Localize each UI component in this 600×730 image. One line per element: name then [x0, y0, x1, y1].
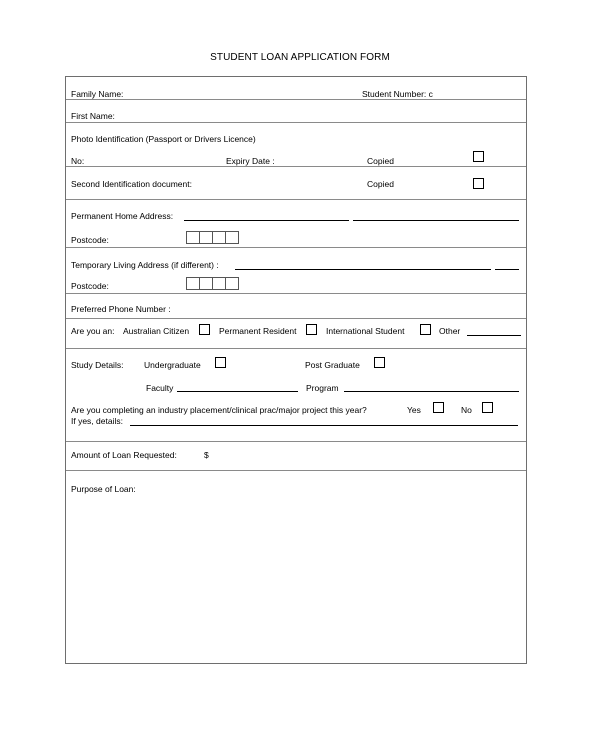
placement-details-line[interactable] [130, 425, 518, 426]
expiry-date-label: Expiry Date : [226, 156, 275, 166]
application-form [65, 76, 527, 664]
row-divider [66, 247, 526, 248]
permanent-postcode-boxes[interactable] [186, 231, 238, 244]
placement-no-label: No [461, 405, 472, 415]
row-divider [66, 199, 526, 200]
residency-label: Are you an: [71, 326, 115, 336]
row-divider [66, 122, 526, 123]
placement-question: Are you completing an industry placement/clinical prac/major project this year? [71, 405, 367, 415]
temporary-postcode-boxes[interactable] [186, 277, 238, 290]
temporary-address-line[interactable] [235, 269, 491, 270]
other-label: Other [439, 326, 461, 336]
loan-purpose-label: Purpose of Loan: [71, 484, 136, 494]
undergraduate-label: Undergraduate [144, 360, 201, 370]
temporary-address-label: Temporary Living Address (if different) : [71, 260, 219, 270]
placement-no-checkbox[interactable] [482, 402, 493, 413]
row-divider [66, 293, 526, 294]
row-divider [66, 318, 526, 319]
program-line[interactable] [344, 391, 519, 392]
undergraduate-checkbox[interactable] [215, 357, 226, 368]
permanent-resident-label: Permanent Resident [219, 326, 297, 336]
row-divider [66, 99, 526, 100]
first-name-label: First Name: [71, 111, 115, 121]
post-graduate-checkbox[interactable] [374, 357, 385, 368]
form-title: STUDENT LOAN APPLICATION FORM [210, 52, 390, 63]
phone-label: Preferred Phone Number : [71, 304, 171, 314]
australian-citizen-label: Australian Citizen [123, 326, 190, 336]
row-divider [66, 470, 526, 471]
postcode-label: Postcode: [71, 281, 109, 291]
placement-yes-checkbox[interactable] [433, 402, 444, 413]
permanent-address-label: Permanent Home Address: [71, 211, 174, 221]
placement-yes-label: Yes [407, 405, 421, 415]
placement-details-label: If yes, details: [71, 416, 123, 426]
other-line[interactable] [467, 335, 521, 336]
loan-amount-label: Amount of Loan Requested: [71, 450, 177, 460]
copied-label: Copied [367, 156, 394, 166]
post-graduate-label: Post Graduate [305, 360, 360, 370]
family-name-label: Family Name: [71, 89, 124, 99]
row-divider [66, 348, 526, 349]
id-number-label: No: [71, 156, 85, 166]
faculty-line[interactable] [177, 391, 298, 392]
row-divider [66, 441, 526, 442]
photo-id-label: Photo Identification (Passport or Drivers Licence) [71, 134, 256, 144]
international-student-label: International Student [326, 326, 405, 336]
row-divider [66, 166, 526, 167]
australian-citizen-checkbox[interactable] [199, 324, 210, 335]
faculty-label: Faculty [146, 383, 174, 393]
photo-id-copied-checkbox[interactable] [473, 151, 484, 162]
second-id-copied-checkbox[interactable] [473, 178, 484, 189]
temporary-address-line[interactable] [495, 269, 519, 270]
permanent-address-line[interactable] [353, 220, 519, 221]
dollar-sign: $ [204, 450, 209, 460]
second-id-label: Second Identification document: [71, 179, 192, 189]
international-student-checkbox[interactable] [420, 324, 431, 335]
program-label: Program [306, 383, 339, 393]
postcode-label: Postcode: [71, 235, 109, 245]
student-number-label: Student Number: c [362, 89, 433, 99]
permanent-address-line[interactable] [184, 220, 349, 221]
copied-label: Copied [367, 179, 394, 189]
study-details-label: Study Details: [71, 360, 124, 370]
permanent-resident-checkbox[interactable] [306, 324, 317, 335]
